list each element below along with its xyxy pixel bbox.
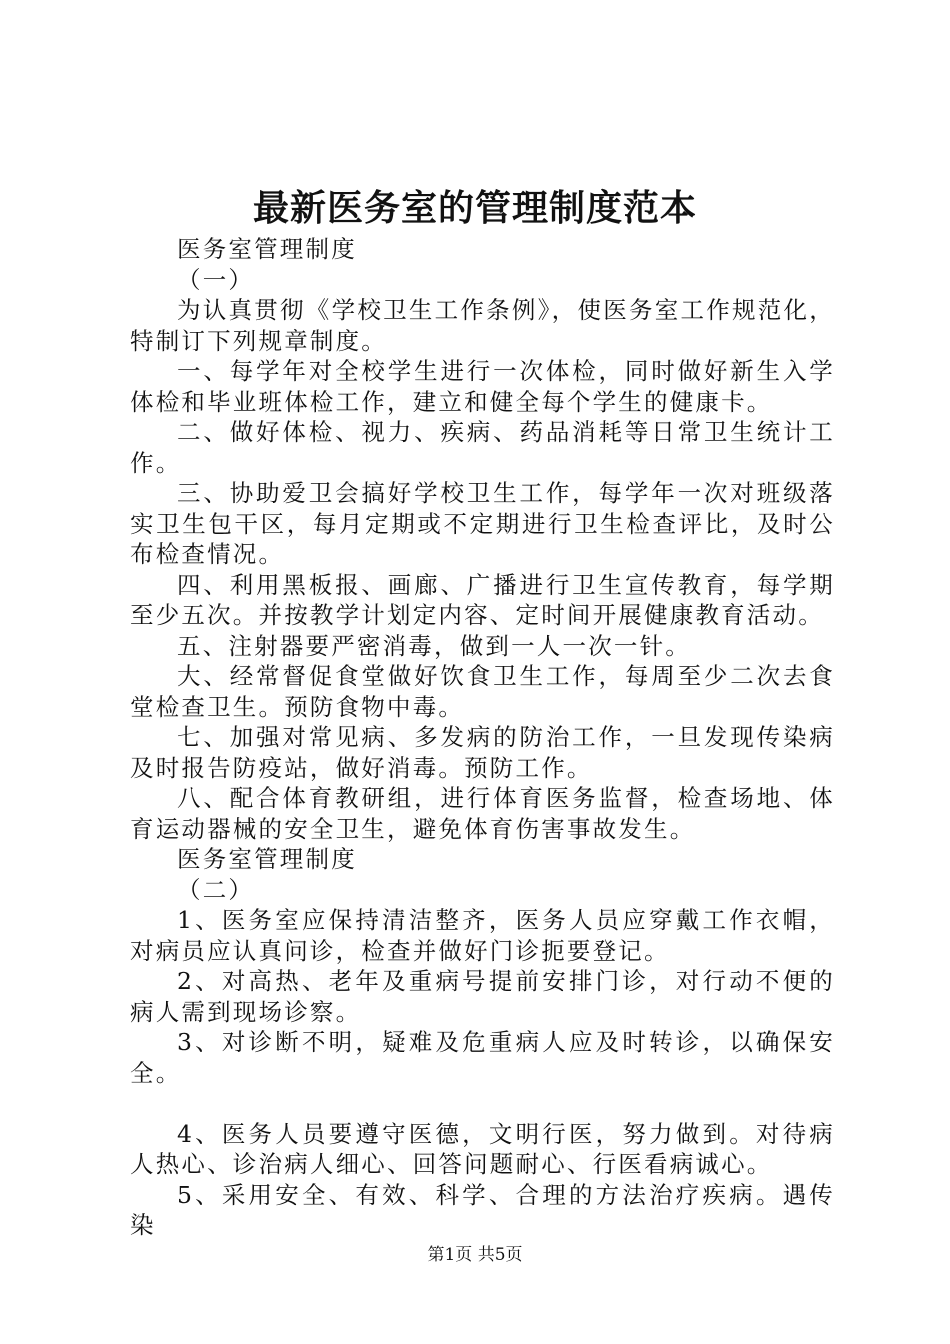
page-footer: 第1页 共5页 <box>427 1245 523 1265</box>
section-heading: 医务室管理制度 <box>177 235 357 263</box>
document-body <box>130 234 835 1241</box>
paragraph: 大、经常督促食堂做好饮食卫生工作，每周至少二次去食堂检查卫生。预防食物中毒。 <box>130 662 835 721</box>
paragraph: 三、协助爱卫会搞好学校卫生工作，每学年一次对班级落实卫生包干区，每月定期或不定期进行卫生检查评比，及时公布检查情况。 <box>130 479 835 568</box>
paragraph: 3、对诊断不明，疑难及危重病人应及时转诊，以确保安全。 <box>130 1028 835 1087</box>
paragraph: 5、采用安全、有效、科学、合理的方法治疗疾病。遇传染 <box>130 1180 835 1239</box>
paragraph: 七、加强对常见病、多发病的防治工作，一旦发现传染病及时报告防疫站，做好消毒。预防工作。 <box>130 723 835 782</box>
paragraph: 4、医务人员要遵守医德，文明行医，努力做到。对待病人热心、诊治病人细心、回答问题耐心、行医看病诚心。 <box>130 1119 835 1178</box>
blank-line <box>130 1088 835 1119</box>
section-number: （一） <box>177 265 255 294</box>
paragraph: 二、做好体检、视力、疾病、药品消耗等日常卫生统计工作。 <box>130 418 835 477</box>
paragraph: 2、对高热、老年及重病号提前安排门诊，对行动不便的病人需到现场诊察。 <box>130 967 835 1026</box>
paragraph: 八、配合体育教研组，进行体育医务监督，检查场地、体育运动器械的安全卫生，避免体育伤害事故发生。 <box>130 784 835 843</box>
section-heading: 医务室管理制度 <box>177 845 357 873</box>
paragraph: 一、每学年对全校学生进行一次体检，同时做好新生入学体检和毕业班体检工作，建立和健全每个学生的健康卡。 <box>130 357 835 416</box>
paragraph: 四、利用黑板报、画廊、广播进行卫生宣传教育，每学期至少五次。并按教学计划定内容、定时间开展健康教育活动。 <box>130 570 835 629</box>
document-title: 最新医务室的管理制度范本 <box>252 187 697 229</box>
section-number: （二） <box>177 875 255 904</box>
paragraph: 1、医务室应保持清洁整齐，医务人员应穿戴工作衣帽，对病员应认真问诊，检查并做好门诊扼要登记。 <box>130 906 835 965</box>
paragraph: 五、注射器要严密消毒，做到一人一次一针。 <box>177 631 691 660</box>
paragraph: 为认真贯彻《学校卫生工作条例》，使医务室工作规范化，特制订下列规章制度。 <box>130 296 835 355</box>
